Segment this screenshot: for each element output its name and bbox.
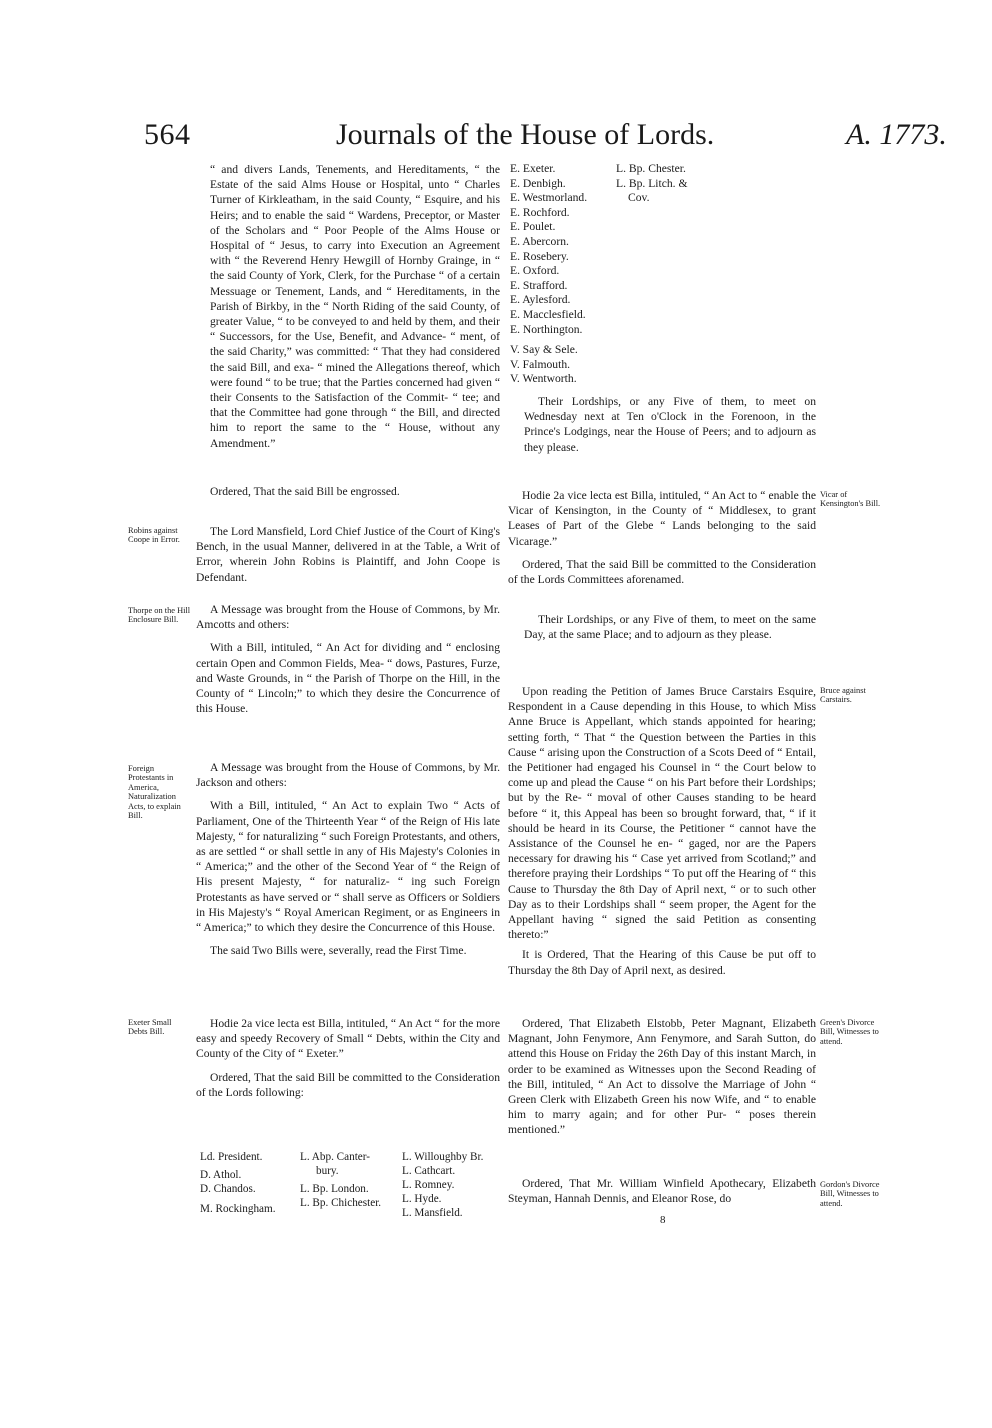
- page-year: A. 1773.: [846, 118, 947, 151]
- exeter-bill-paragraph: Hodie 2a vice lecta est Billa, intituled, “ An Act “ for the more easy and speedy Recovery of Small “ Debts, within the City and County of the City of “ Exeter.”: [196, 1017, 500, 1061]
- lord-name: L. Romney.: [402, 1179, 455, 1191]
- lord-name: L. Cathcart.: [402, 1165, 456, 1177]
- page-number: 564: [144, 118, 191, 151]
- lord-name: L. Hyde.: [402, 1193, 442, 1205]
- lord-name: E. Rosebery.: [510, 249, 569, 263]
- lord-name: E. Poulet.: [510, 220, 556, 234]
- margin-note-green: Green's Divorce Bill, Witnesses to attend.: [820, 1018, 879, 1046]
- foreign-protestants-bill-paragraph: With a Bill, intituled, “ An Act to explain Two “ Acts of Parliament, One of the Thirteenth Year “ of the Reign of His late Majesty, “ for naturalizing “ such Foreign Protestants, and others, as are settled “ or shall settle in any of His Majesty's Colonies in “ America;” and the other of the Second Year of “ the Reign of His present Majesty, “ for naturaliz- “ ing such Foreign Protestants as have served or “ shall serve as Officers or Soldiers in His Majesty's “ Royal American Regiment, or as Engineers in “ America;” to which they desire the Concurrence of this House.: [196, 799, 500, 935]
- writ-of-error-paragraph: The Lord Mansfield, Lord Chief Justice of the Court of King's Bench, in the usual Manner, delivered in at the Table, a Writ of Error, wherein John Robins is Plaintiff, and John Coope is Defendant.: [196, 525, 500, 584]
- lord-name: E. Aylesford.: [510, 293, 571, 307]
- message-jackson: A Message was brought from the House of Commons, by Mr. Jackson and others:: [196, 761, 500, 790]
- lord-name: Ld. President.: [200, 1151, 263, 1163]
- lord-name: L. Bp. Litch. &: [616, 176, 688, 190]
- report-paragraph: “ and divers Lands, Tenements, and Hereditaments, “ the Estate of the said Alms House or Hospital, unto “ Charles Turner of Kirkleatham, in the said County, “ Esquire, and his Heirs; and to enable the said “ Wardens, Preceptor, or Master of the Scholars and “ Poor People of the Alms House or Hospital of “ Jesus, to carry into Execution an Agreement with “ the Reverend Henry Hewgill of Hornby Grainge, in “ the said County of York, Clerk, for the Purchase “ of a certain Messuage or Tenement, Lands, and “ Hereditaments, in the Parish of Birkby, in the “ North Riding of the said County, of greater Value, “ to be conveyed to and held by them, and their “ Successors, for the Use, Benefit, and Advance- “ ment, of the said Charity,” was committed: “ That they had considered the said Bill, and exa- “ mined the Allegations thereof, which were found “ to be true; that the Parties concerned had given “ their Consents to the Satisfaction of the Commit- “ tee; and that the Committee had gone through “ the Bill, and directed him to report the same to the “ House, without any Amendment.”: [210, 163, 500, 450]
- lord-name: E. Macclesfield.: [510, 307, 586, 321]
- meeting-paragraph: Their Lordships, or any Five of them, to meet on Wednesday next at Ten o'Clock in the Forenoon, in the Prince's Lodgings, near the House of Peers; and to adjourn as they please.: [524, 395, 816, 454]
- margin-note-gordon: Gordon's Divorce Bill, Witnesses to attend.: [820, 1180, 880, 1208]
- right-meeting-2: [524, 612, 816, 647]
- right-kensington-block: [508, 488, 816, 592]
- lord-name: L. Bp. Chichester.: [300, 1197, 382, 1209]
- order-commit-kensington: Ordered, That the said Bill be committed to the Consideration of the Lords Committees aforenamed.: [508, 557, 816, 587]
- earls-list: [510, 162, 587, 387]
- lord-name: D. Chandos.: [200, 1183, 256, 1195]
- lord-name: L. Bp. London.: [300, 1183, 369, 1195]
- order-engrossed: Ordered, That the said Bill be engrossed.: [210, 485, 400, 498]
- lord-name: E. Exeter.: [510, 162, 556, 175]
- lords-column-3: [402, 1150, 483, 1220]
- message-amcotts: A Message was brought from the House of Commons, by Mr. Amcotts and others:: [196, 603, 500, 632]
- margin-note-foreign: Foreign Protestants in America, Naturalization Acts, to explain Bill.: [128, 764, 181, 821]
- margin-note-kensington: Vicar of Kensington's Bill.: [820, 490, 881, 509]
- meeting-paragraph-2: Their Lordships, or any Five of them, to meet on the same Day, at the same Place; and to adjourn as they please.: [524, 613, 816, 642]
- lords-column-1: [200, 1150, 276, 1216]
- gordon-witnesses-order: Ordered, That Mr. William Winfield Apothecary, Elizabeth Steyman, Hannah Dennis, and Eleanor Rose, do: [508, 1177, 816, 1206]
- left-column-top: [196, 162, 500, 456]
- lord-name: E. Denbigh.: [510, 176, 566, 190]
- margin-note-exeter: Exeter Small Debts Bill.: [128, 1018, 172, 1037]
- left-exeter-block: [196, 1016, 500, 1105]
- lord-name: E. Rochford.: [510, 205, 570, 219]
- lord-name: L. Bp. Chester.: [616, 162, 686, 175]
- lord-name: L. Abp. Canter-: [300, 1151, 370, 1163]
- thorpe-bill-paragraph: With a Bill, intituled, “ An Act for dividing and “ enclosing certain Open and Common Fields, Mea- “ dows, Pastures, Furze, and Waste Grounds, in “ the Parish of Thorpe on the Hill, in the County of “ Lincoln;” to which they desire the Concurrence of this House.: [196, 641, 500, 716]
- lord-name: M. Rockingham.: [200, 1203, 276, 1215]
- right-bruce-block: [508, 684, 816, 983]
- lord-name: E. Abercorn.: [510, 234, 569, 248]
- page-title: Journals of the House of Lords.: [336, 118, 715, 151]
- lord-name: L. Mansfield.: [402, 1207, 463, 1219]
- lord-name: E. Northington.: [510, 322, 583, 336]
- lord-name: V. Falmouth.: [510, 357, 571, 371]
- left-order-engrossed: [196, 484, 500, 504]
- lord-name: V. Say & Sele.: [510, 343, 578, 357]
- lord-name: V. Wentworth.: [510, 372, 577, 386]
- petition-paragraph: Upon reading the Petition of James Bruce Carstairs Esquire, Respondent in a Cause depending in this House, to which Miss Anne Bruce is Appellant, which stands appointed for hearing; setting forth, “ That “ the Question between the Parties in this Cause “ arising upon the Construction of a Scots Deed of “ Entail, the Petitioner had engaged his Counsel in “ the Court below to come up and plead the Cause “ on his Part before their Lordships; but by the Re- “ moval of other Causes standing to be heard before “ it, this Appeal has been so brought forward, that, “ if it should be heard in its Course, the Petitioner “ cannot have the Assistance of the Counsel he en- “ gaged, nor are the Papers necessary for drawing his “ Case yet arrived from Scotland;” and therefore praying their Lordships “ To put off the Hearing of “ this Cause to Thursday the 8th Day of April next, “ or to such other Day as to their Lordships shall “ seem proper, the Agent for the Appellant having “ signed the said Petition as consenting thereto:”: [508, 685, 816, 942]
- bishops-list: [616, 162, 688, 206]
- green-witnesses-order: Ordered, That Elizabeth Elstobb, Peter Magnant, Elizabeth Magnant, John Fenymore, Ann Fenymore, and Sarah Sutton, do attend this House on Friday the 26th Day of this instant March, in order to be examined as Witnesses upon the Second Reading of the Bill, intituled, “ An Act to dissolve the Marriage of John “ Green Clerk with Elizabeth Green his now Wife, and “ to enable him to marry again; and for other Pur- “ poses therein mentioned.”: [508, 1017, 816, 1137]
- lord-name: E. Oxford.: [510, 264, 560, 278]
- right-green-block: [508, 1016, 816, 1143]
- order-commit-exeter: Ordered, That the said Bill be committed to the Consideration of the Lords following:: [196, 1070, 500, 1099]
- lords-column-2: [300, 1150, 381, 1210]
- margin-note-robins: Robins against Coope in Error.: [128, 526, 180, 545]
- lord-name: bury.: [316, 1165, 339, 1177]
- kensington-bill-paragraph: Hodie 2a vice lecta est Billa, intituled, “ An Act to “ enable the Vicar of Kensington, in the County of “ Middlesex, to grant Leases of Part of the Glebe “ Lands belonging to the said Vicarage.”: [508, 489, 816, 548]
- lord-name: D. Athol.: [200, 1169, 242, 1181]
- lord-name: Cov.: [628, 191, 650, 205]
- right-meeting-1: [524, 394, 816, 460]
- margin-note-bruce: Bruce against Carstairs.: [820, 686, 866, 705]
- lord-name: E. Westmorland.: [510, 191, 588, 205]
- printer-signature: 8: [660, 1214, 666, 1226]
- left-thorpe-block: [196, 602, 500, 721]
- lord-name: E. Strafford.: [510, 278, 568, 292]
- right-gordon-block: [508, 1176, 816, 1211]
- order-hearing-put-off: It is Ordered, That the Hearing of this Cause be put off to Thursday the 8th Day of April next, as desired.: [508, 948, 816, 977]
- left-foreign-block: [196, 760, 500, 963]
- margin-note-thorpe: Thorpe on the Hill Enclosure Bill.: [128, 606, 191, 625]
- left-robins-block: [196, 524, 500, 590]
- lord-name: L. Willoughby Br.: [402, 1151, 484, 1163]
- first-reading-paragraph: The said Two Bills were, severally, read the First Time.: [210, 944, 467, 958]
